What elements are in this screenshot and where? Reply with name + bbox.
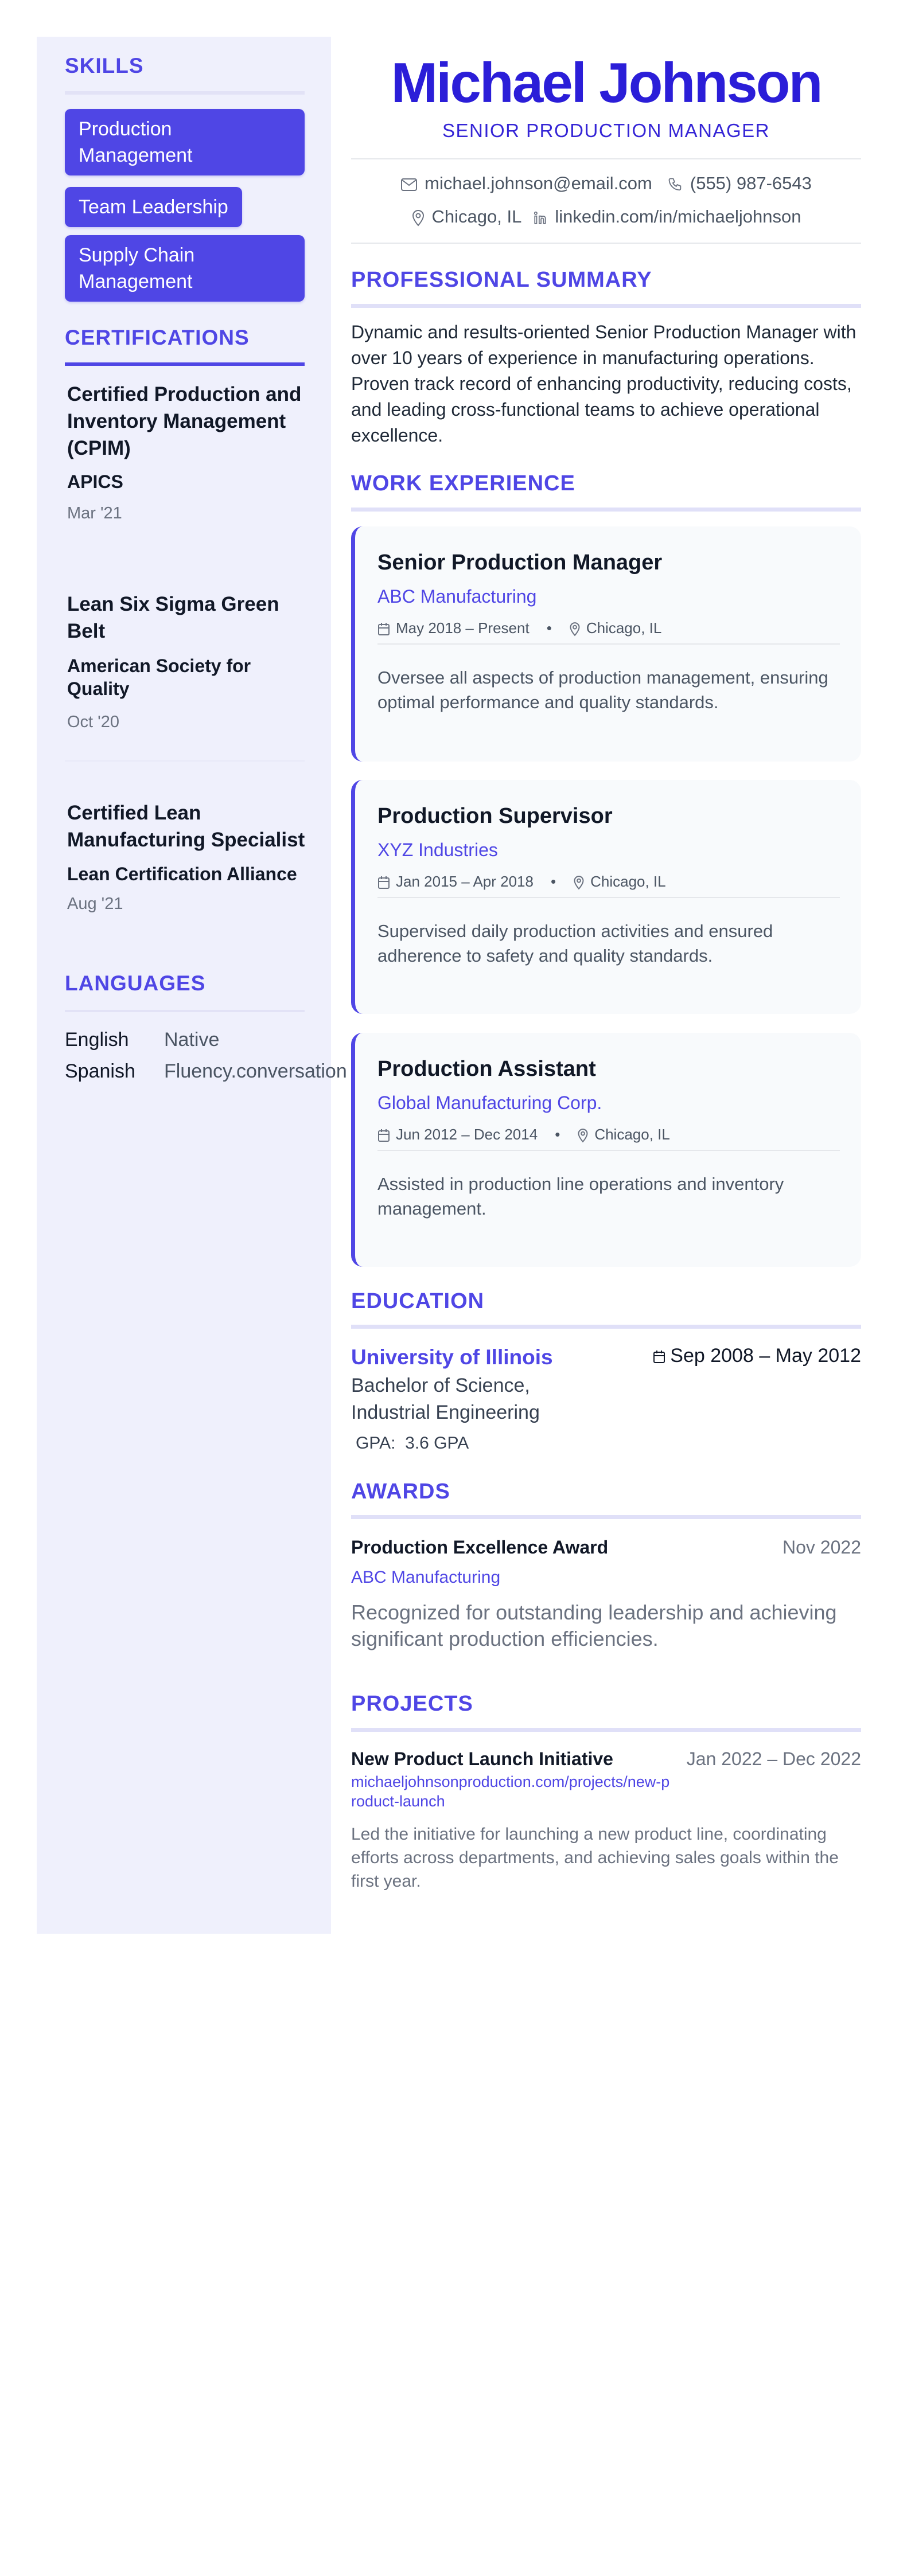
education-dates-row xyxy=(653,1344,861,1368)
gpa-label: GPA: xyxy=(356,1434,396,1453)
project-dates: Jan 2022 – Dec 2022 xyxy=(686,1748,861,1769)
cert-name: Certified Production and Inventory Management (CPIM) xyxy=(67,383,302,459)
cert-date: Mar '21 xyxy=(67,504,122,522)
skill-chip: Production Management xyxy=(65,109,305,175)
project-description: Led the initiative for launching a new product line, coordinating efforts across departments, and achieving sales goals within the first year. xyxy=(351,1825,839,1891)
job-dates: Jan 2015 – Apr 2018 xyxy=(396,873,534,890)
divider xyxy=(65,1010,305,1012)
location-icon xyxy=(577,1125,589,1144)
calendar-icon xyxy=(377,618,390,638)
award-description: Recognized for outstanding leadership and achieving significant production efficiencies. xyxy=(351,1601,837,1650)
job-dates: May 2018 – Present xyxy=(396,619,530,637)
calendar-icon xyxy=(377,1125,390,1144)
divider xyxy=(377,897,840,898)
skills-heading: SKILLS xyxy=(65,54,144,77)
cert-date: Oct '20 xyxy=(67,713,119,731)
education-heading: EDUCATION xyxy=(351,1289,485,1313)
divider xyxy=(377,1150,840,1151)
gpa-value: 3.6 GPA xyxy=(405,1434,469,1453)
location-icon xyxy=(411,206,425,228)
school-name: University of Illinois xyxy=(351,1345,553,1369)
summary-heading: PROFESSIONAL SUMMARY xyxy=(351,268,652,292)
linkedin-link[interactable]: linkedin.com/in/michaeljohnson xyxy=(555,206,801,227)
language-name: Spanish xyxy=(65,1060,135,1082)
education-dates: Sep 2008 – May 2012 xyxy=(670,1345,861,1367)
divider xyxy=(65,91,305,95)
job-description: Assisted in production line operations and inventory management. xyxy=(377,1174,784,1219)
bullet-separator: • xyxy=(555,1126,560,1143)
divider xyxy=(351,1325,861,1329)
job-role: Production Assistant xyxy=(377,1057,596,1081)
language-level: Native xyxy=(164,1029,220,1051)
job-meta xyxy=(377,618,661,638)
contact-row-2 xyxy=(351,206,861,228)
divider xyxy=(351,1728,861,1732)
phone-icon xyxy=(667,173,683,194)
divider xyxy=(377,643,840,645)
job-description: Supervised daily production activities and ensured adherence to safety and quality standards. xyxy=(377,921,773,966)
divider xyxy=(351,304,861,308)
summary-text: Dynamic and results-oriented Senior Production Manager with over 10 years of experience in manufacturing operations. Proven track record of enhancing productivity, reducing costs, and leading cross-functional teams to achieve operational excellence. xyxy=(351,322,857,446)
email-link[interactable]: michael.johnson@email.com xyxy=(425,173,652,193)
sidebar xyxy=(37,37,347,1934)
job-company: XYZ Industries xyxy=(377,840,498,860)
divider xyxy=(65,760,305,762)
cert-issuer: APICS xyxy=(67,471,123,492)
degree: Bachelor of Science, Industrial Engineering xyxy=(351,1375,540,1423)
project-link[interactable]: michaeljohnsonproduction.com/projects/new-product-launch xyxy=(351,1773,670,1810)
job-role: Production Supervisor xyxy=(377,804,613,828)
job-meta xyxy=(377,872,666,891)
job-dates: Jun 2012 – Dec 2014 xyxy=(396,1126,538,1143)
calendar-icon xyxy=(377,872,390,891)
job-card xyxy=(351,1033,861,1267)
job-card xyxy=(351,526,861,762)
divider xyxy=(351,243,861,244)
candidate-name: Michael Johnson xyxy=(391,51,822,114)
contact-row-1 xyxy=(351,173,861,194)
award-org: ABC Manufacturing xyxy=(351,1568,501,1587)
job-title: SENIOR PRODUCTION MANAGER xyxy=(442,120,770,141)
divider xyxy=(351,1515,861,1519)
job-location: Chicago, IL xyxy=(594,1126,670,1143)
job-company: ABC Manufacturing xyxy=(377,586,537,607)
job-location: Chicago, IL xyxy=(586,619,662,637)
location-icon xyxy=(569,618,581,638)
location: Chicago, IL xyxy=(431,206,522,227)
cert-date: Aug '21 xyxy=(67,895,123,913)
location-icon xyxy=(573,872,585,891)
email-icon xyxy=(400,173,418,194)
skill-chip: Team Leadership xyxy=(65,187,242,227)
phone-number[interactable]: (555) 987-6543 xyxy=(690,173,812,193)
cert-name: Lean Six Sigma Green Belt xyxy=(67,593,279,642)
cert-name: Certified Lean Manufacturing Specialist xyxy=(67,802,305,851)
cert-issuer: Lean Certification Alliance xyxy=(67,864,297,884)
cert-issuer: American Society for Quality xyxy=(67,655,251,699)
award-date: Nov 2022 xyxy=(782,1537,861,1558)
divider xyxy=(351,158,861,159)
job-meta xyxy=(377,1125,670,1144)
job-company: Global Manufacturing Corp. xyxy=(377,1092,602,1113)
gpa-row xyxy=(356,1433,469,1454)
certifications-heading: CERTIFICATIONS xyxy=(65,326,250,349)
award-name: Production Excellence Award xyxy=(351,1537,609,1558)
experience-heading: WORK EXPERIENCE xyxy=(351,471,575,495)
awards-heading: AWARDS xyxy=(351,1480,450,1504)
skill-chip: Supply Chain Management xyxy=(65,235,305,302)
language-level: Fluency.conversation xyxy=(164,1060,347,1082)
bullet-separator: • xyxy=(546,619,552,637)
job-location: Chicago, IL xyxy=(590,873,666,890)
language-name: English xyxy=(65,1029,129,1051)
bullet-separator: • xyxy=(550,873,556,890)
divider xyxy=(351,508,861,512)
job-role: Senior Production Manager xyxy=(377,551,663,575)
job-card xyxy=(351,780,861,1014)
project-name: New Product Launch Initiative xyxy=(351,1748,613,1769)
divider xyxy=(65,362,305,366)
calendar-icon xyxy=(653,1344,665,1368)
projects-heading: PROJECTS xyxy=(351,1692,473,1716)
job-description: Oversee all aspects of production management, ensuring optimal performance and quality standards. xyxy=(377,668,828,712)
languages-heading: LANGUAGES xyxy=(65,971,206,995)
linkedin-icon xyxy=(533,206,548,228)
